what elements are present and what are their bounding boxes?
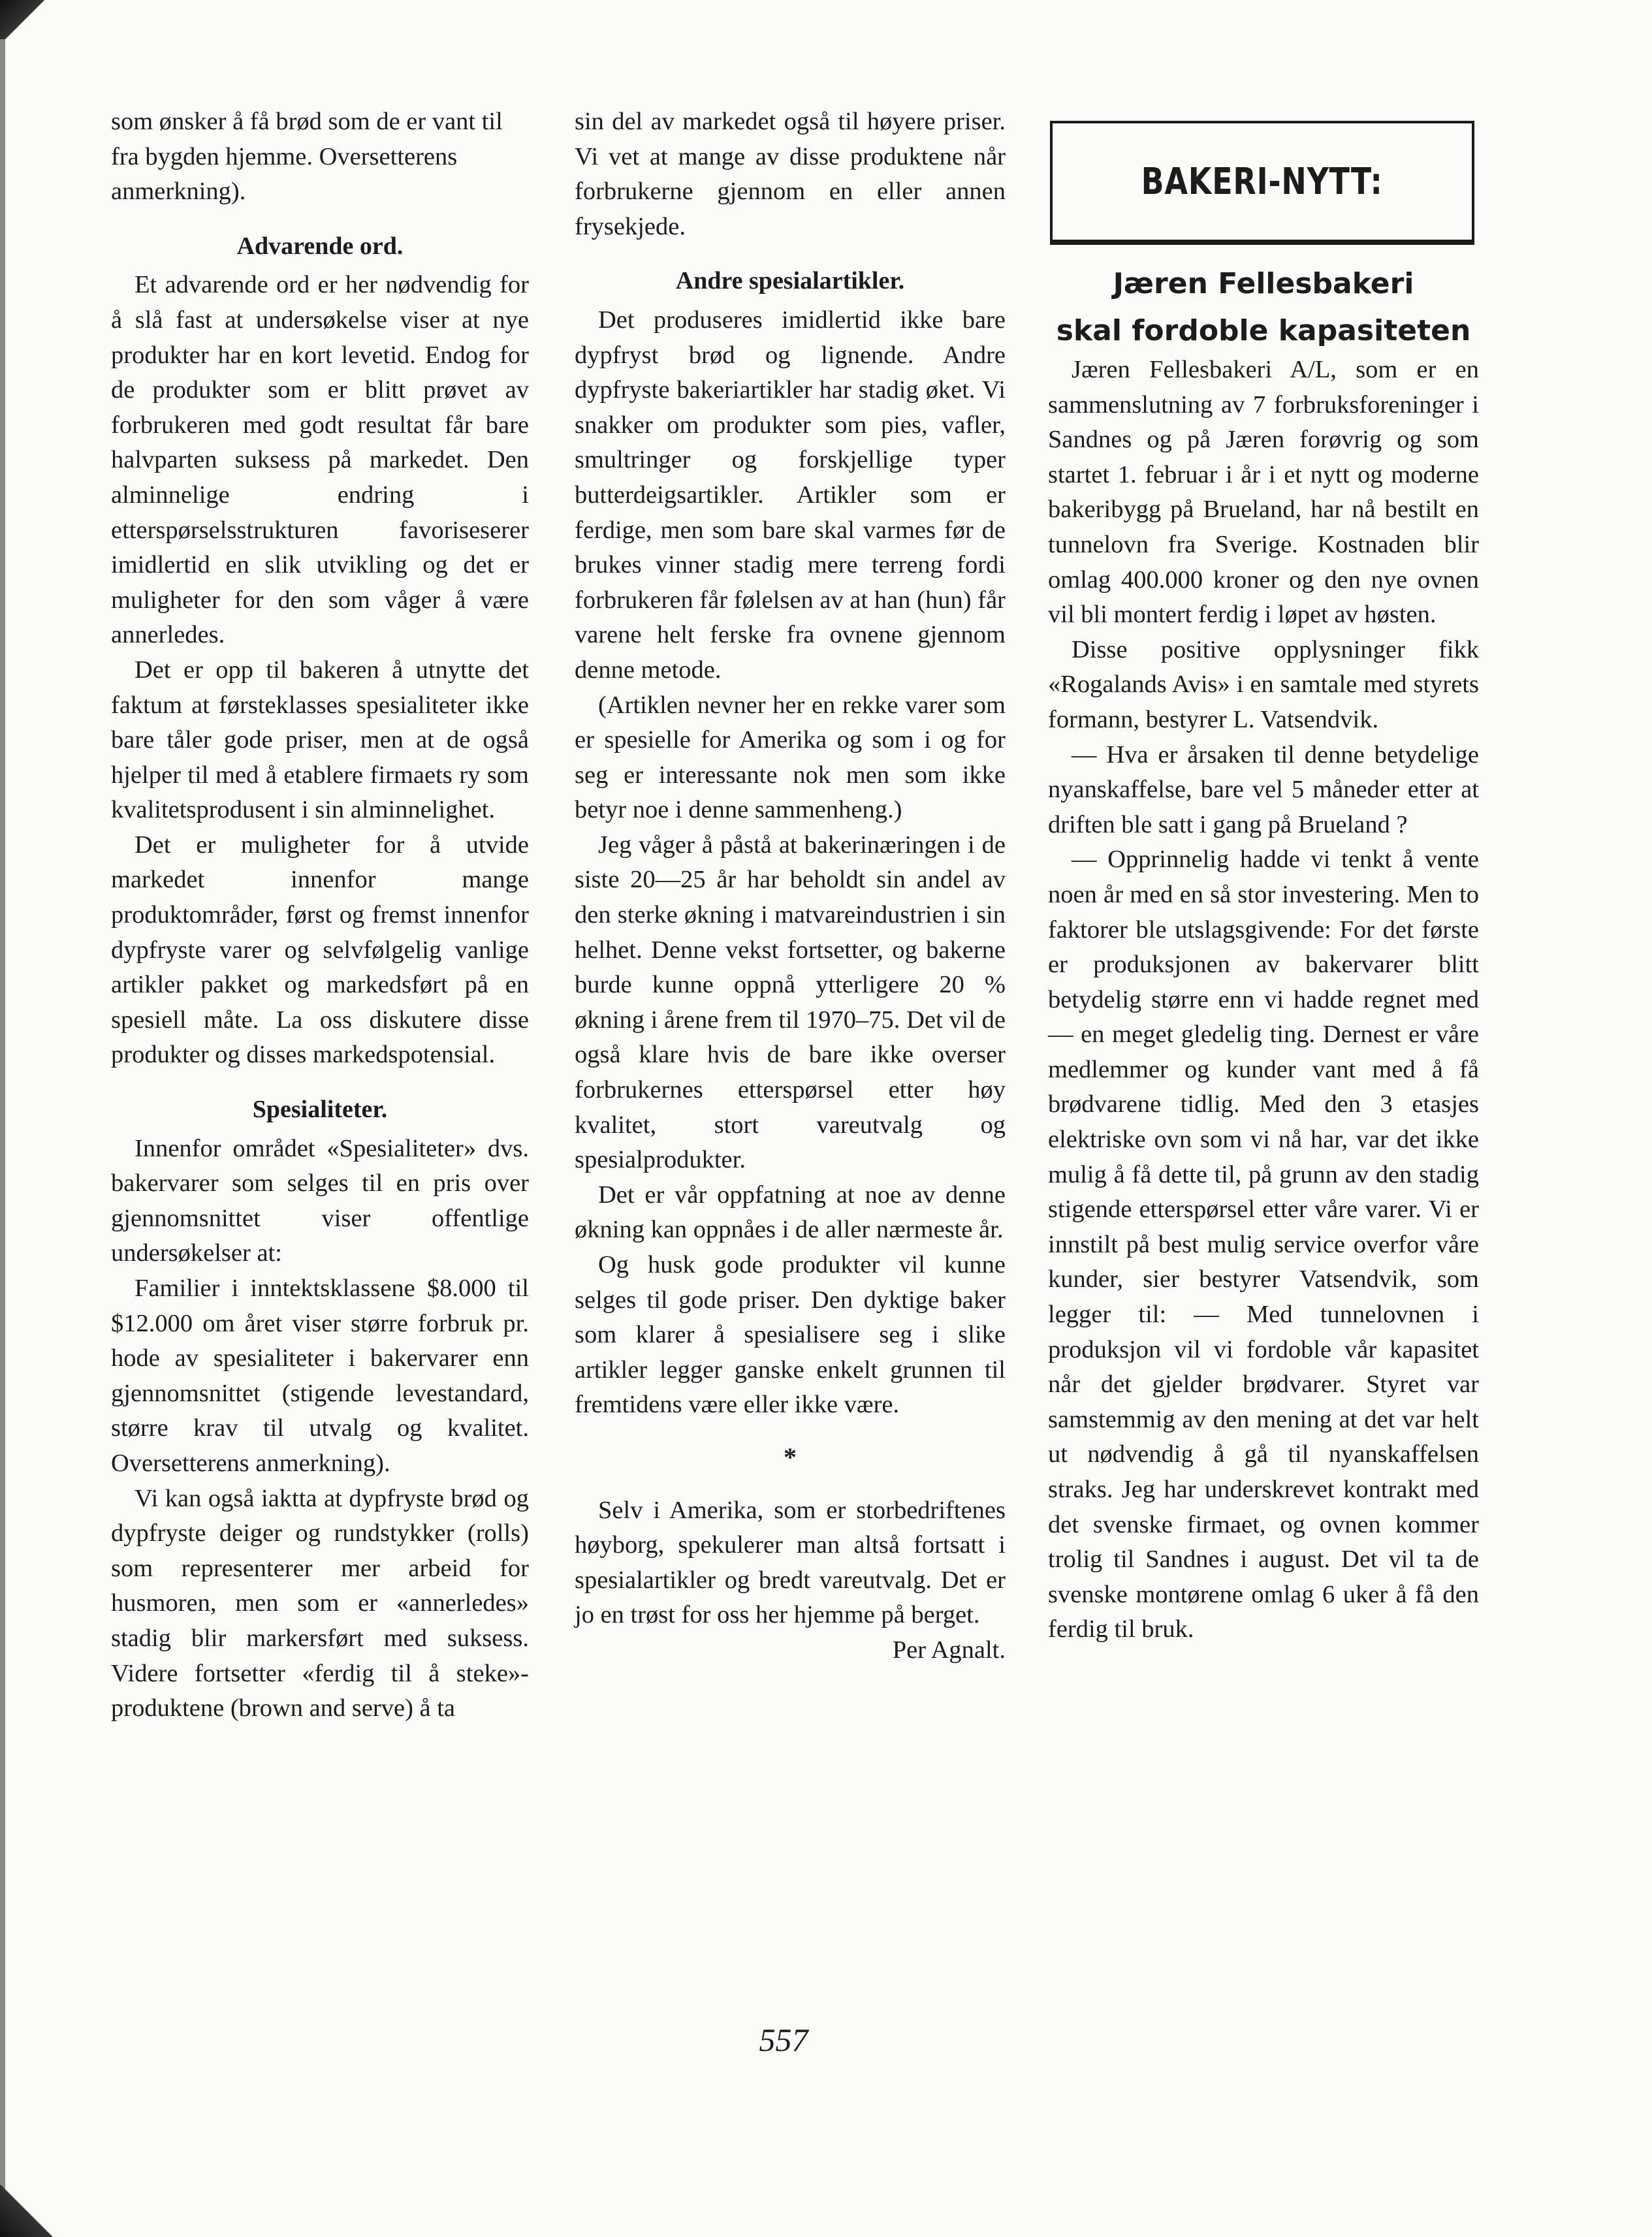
page-edge-shadow xyxy=(0,0,5,2237)
paragraph: (Artiklen nevner her en rekke varer som er spesielle for Amerika og som i og for seg er interessante nok men som ikke betyr noe i denne sammenheng.) xyxy=(575,691,1006,824)
paragraph: Det er opp til bakeren å utnytte det faktum at førsteklasses spesialiteter ikke bare tåler gode priser, men at de også hjelper til med å etablere firmaets ry som kvalitetsprodusent i sin alminnelighet. xyxy=(111,656,529,824)
column-middle xyxy=(575,104,1006,1668)
paragraph: Et advarende ord er her nødvendig for å slå fast at undersøkelse viser at nye produkter har en kort levetid. Endog for de produkter som er blitt prøvet av forbrukeren med godt resultat får bare halvparten suksess på markedet. Den alminnelige endring i etterspørselsstrukturen favoriseserer imidlertid en slik utvikling og det er muligheter for den som våger å være annerledes. xyxy=(111,271,529,649)
paragraph: Disse positive opplysninger fikk «Rogalands Avis» i en samtale med styrets formann, bestyrer L. Vatsendvik. xyxy=(1048,635,1479,733)
paragraph: Vi kan også iaktta at dypfryste brød og dypfryste deiger og rundstykker (rolls) som representerer mer arbeid for husmoren, men som er «annerledes» stadig blir markersført med suksess. Videre fortsetter «ferdig til å steke»-produktene (brown and serve) å ta xyxy=(111,1484,529,1722)
news-banner-title: BAKERI-NYTT: xyxy=(1141,160,1384,203)
page-number: 557 xyxy=(759,2022,808,2058)
article-title-line: skal fordoble kapasiteten xyxy=(1056,314,1471,347)
section-heading: Spesialiteter. xyxy=(252,1096,388,1124)
signature-line xyxy=(575,1633,1006,1668)
article-title xyxy=(1048,264,1479,358)
paragraph: Det er muligheter for å utvide markedet innenfor mange produktområder, først og fremst innenfor dypfryste varer og selvfølgelig vanlige artikler pakket og markedsført på en spesiell måte. La oss diskutere disse produkter og disses markedspotensial. xyxy=(111,831,529,1069)
paragraph: Familier i inntektsklassene $8.000 til $12.000 om året viser større forbruk pr. hode av spesialiteter i bakervarer enn gjennomsnittet (stigende levestandard, større krav til utvalg og kvalitet. Oversetterens anmerkning). xyxy=(111,1275,529,1477)
column-right xyxy=(1048,353,1479,1647)
section-heading: Advarende ord. xyxy=(236,232,404,260)
paragraph: sin del av markedet også til høyere priser. Vi vet at mange av disse produktene når forbrukerne gjennom en eller annen frysekjede. xyxy=(575,108,1006,240)
paragraph: Det produseres imidlertid ikke bare dypfryst brød og lignende. Andre dypfryste bakeriartikler har stadig øket. Vi snakker om produkter som pies, vafler, smultringer og forskjellige typer butterdeigsartikler. Artikler som er ferdige, men som bare skal varmes før de brukes vinner stadig mere terreng fordi forbrukeren får følelsen av at han (hun) får varene helt ferske fra ovnene gjennom denne metode. xyxy=(575,306,1006,684)
article-title-line: Jæren Fellesbakeri xyxy=(1113,267,1414,300)
paragraph: som ønsker å få brød som de er vant til fra bygden hjemme. Oversetterens anmerkning). xyxy=(111,108,503,206)
paragraph: Jeg våger å påstå at bakerinæringen i de siste 20—25 år har beholdt sin andel av den sterke økning i matvareindustrien i sin helhet. Denne vekst fortsetter, og bakerne burde kunne oppnå ytterligere 20 % økning i årene frem til 1970–75. Det vil de også klare hvis de bare ikke overser forbrukernes etterspørsel etter høy kvalitet, stort vareutvalg og spesialprodukter. xyxy=(575,831,1006,1174)
column-left xyxy=(111,104,529,1726)
section-heading: Andre spesialartikler. xyxy=(675,267,905,295)
author-signature: Per Agnalt. xyxy=(892,1636,1006,1664)
paragraph: Det er vår oppfatning at noe av denne økning kan oppnåes i de aller nærmeste år. xyxy=(575,1181,1006,1244)
paragraph: — Opprinnelig hadde vi tenkt å vente noen år med en så stor investering. Men to faktorer ble utslagsgivende: For det første er produksjonen av bakervarer blitt betydelig større enn vi hadde regnet med — en meget gledelig ting. Dernest er våre medlemmer og kunder vant med å få brødvarene tidlig. Med den 3 etasjes elektriske ovn som vi nå har, var det ikke mulig å få dette til, på grunn av den stadig stigende etterspørsel etter våre varer. Vi er innstilt på best mulig service overfor våre kunder, sier bestyrer Vatsendvik, som legger til: — Med tunnelovnen i produksjon vil vi fordoble vår kapasitet når det gjelder brødvarer. Styret var samstemmig av den mening at det var helt ut nødvendig å gå til nyanskaffelsen straks. Jeg har underskrevet kontrakt med det svenske firmaet, og ovnen kommer trolig til Sandnes i august. Det vil ta de svenske montørene omlag 6 uker å få den ferdig til bruk. xyxy=(1048,846,1479,1643)
page-corner-top xyxy=(0,0,59,39)
paragraph: Innenfor området «Spesialiteter» dvs. bakervarer som selges til en pris over gjennomsnittet viser offentlige undersøkelser at: xyxy=(111,1134,529,1267)
paragraph: — Hva er årsaken til denne betydelige nyanskaffelse, bare vel 5 måneder etter at driften ble satt i gang på Brueland ? xyxy=(1048,740,1479,838)
section-divider-star: * xyxy=(784,1442,797,1472)
paragraph: Og husk gode produkter vil kunne selges til gode priser. Den dyktige baker som klarer å spesialisere seg i slike artikler legger ganske enkelt grunnen til fremtidens være eller ikke være. xyxy=(575,1251,1006,1419)
paragraph: Jæren Fellesbakeri A/L, som er en sammenslutning av 7 forbruksforeninger i Sandnes og på Jæren forøvrig og som startet 1. februar i år i et nytt og moderne bakeribygg på Brueland, har nå bestilt en tunnelovn fra Sverige. Kostnaden blir omlag 400.000 kroner og den nye ovnen vil bli montert ferdig i løpet av høsten. xyxy=(1048,356,1479,629)
page-corner-bottom xyxy=(0,2185,78,2237)
paragraph: Selv i Amerika, som er storbedriftenes høyborg, spekulerer man altså fortsatt i spesialartikler og bredt vareutvalg. Det er jo en trøst for oss her hjemme på berget. xyxy=(575,1496,1006,1629)
news-banner-box xyxy=(1050,121,1474,245)
